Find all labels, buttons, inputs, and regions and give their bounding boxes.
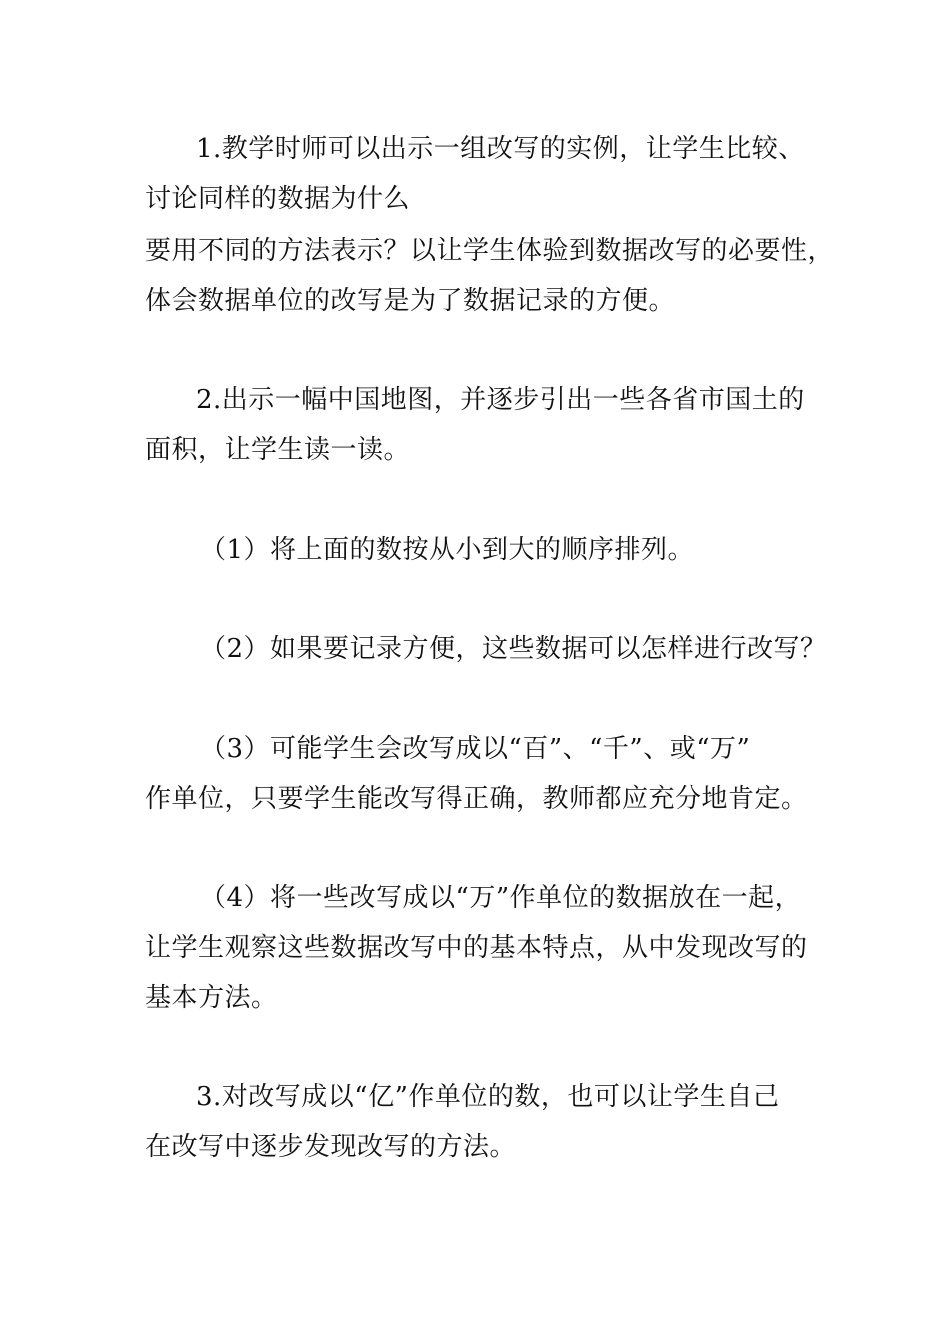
item-2-line-1: （2）如果要记录方便，这些数据可以怎样进行改写？ — [200, 634, 827, 664]
paragraph-2-line-2: 面积，让学生读一读。 — [145, 435, 411, 465]
paragraph-1-line-2: 讨论同样的数据为什么 — [145, 184, 411, 214]
paragraph-1-line-1: 1.教学时师可以出示一组改写的实例，让学生比较、 — [196, 134, 805, 164]
paragraph-3-line-2: 在改写中逐步发现改写的方法。 — [145, 1132, 517, 1162]
paragraph-2-line-1: 2.出示一幅中国地图，并逐步引出一些各省市国土的 — [196, 385, 805, 415]
item-3-line-1: （3）可能学生会改写成以“百”、“千”、或“万” — [200, 734, 751, 764]
paragraph-1-line-3: 要用不同的方法表示？以让学生体验到数据改写的必要性， — [145, 236, 835, 266]
item-4-line-3: 基本方法。 — [145, 983, 278, 1013]
item-3-line-2: 作单位，只要学生能改写得正确，教师都应充分地肯定。 — [145, 784, 808, 814]
paragraph-1-line-4: 体会数据单位的改写是为了数据记录的方便。 — [145, 286, 676, 316]
paragraph-3-line-1: 3.对改写成以“亿”作单位的数，也可以让学生自己 — [196, 1082, 780, 1112]
item-4-line-1: （4）将一些改写成以“万”作单位的数据放在一起， — [200, 883, 802, 913]
item-1-line-1: （1）将上面的数按从小到大的顺序排列。 — [200, 535, 695, 565]
item-4-line-2: 让学生观察这些数据改写中的基本特点，从中发现改写的 — [145, 933, 808, 963]
